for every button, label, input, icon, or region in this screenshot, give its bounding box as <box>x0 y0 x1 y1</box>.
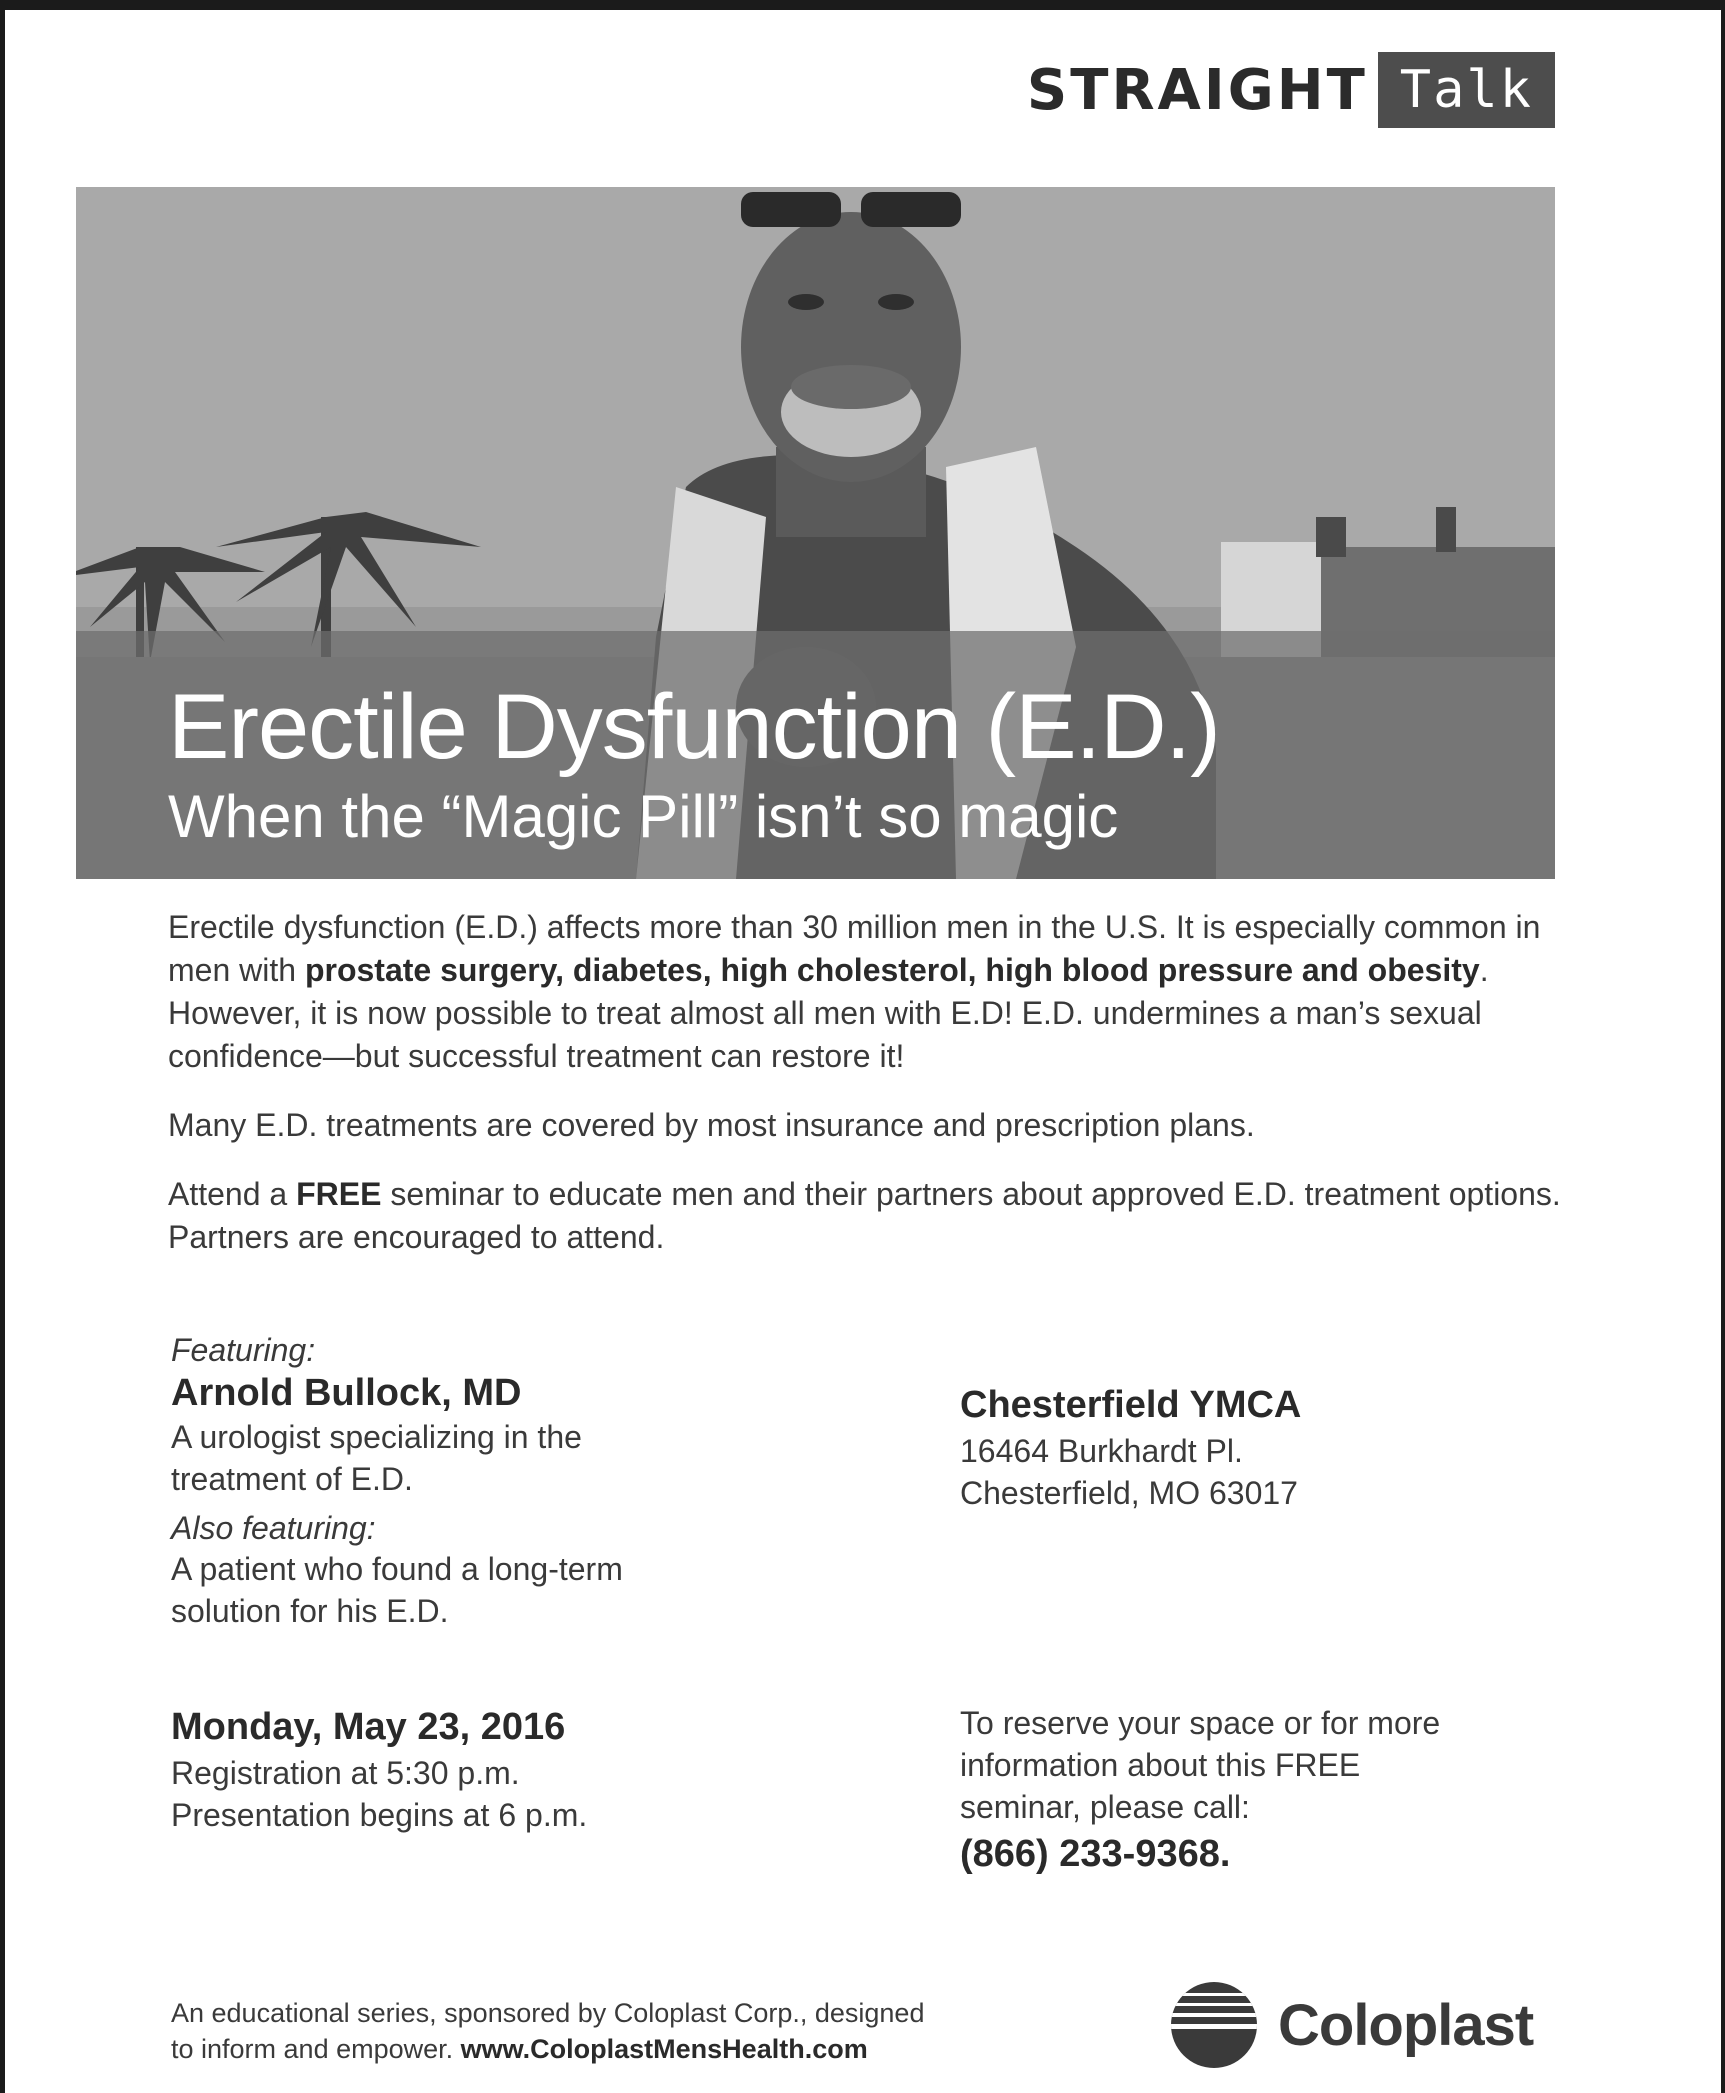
intro-paragraph-2: Many E.D. treatments are covered by most insurance and prescription plans. <box>168 1107 1255 1143</box>
flyer-page <box>5 10 1721 2093</box>
featuring-section <box>171 1330 791 1632</box>
footer-line-2-text: to inform and empower. <box>171 2034 461 2064</box>
sponsor-name: Coloplast <box>1278 1992 1534 2058</box>
speaker-desc-line-1: A urologist specializing in the <box>171 1419 582 1455</box>
presentation-time: Presentation begins at 6 p.m. <box>171 1797 588 1833</box>
venue-address-line-1: 16464 Burkhardt Pl. <box>960 1433 1243 1469</box>
brand-talk-box <box>1378 52 1555 128</box>
venue-section <box>960 1380 1580 1514</box>
subheadline: When the “Magic Pill” isn’t so magic <box>168 783 1119 850</box>
featuring-label: Featuring: <box>171 1332 316 1368</box>
patient-desc-line-1: A patient who found a long-term <box>171 1551 623 1587</box>
event-date: Monday, May 23, 2016 <box>171 1706 566 1748</box>
intro-p1-text-b: . However, it is now possible to treat almost all men with E.D! E.D. undermines a man’s sexual confidence—but successful treatment can restore it! <box>168 952 1489 1074</box>
intro-p3-text-b: seminar to educate men and their partners about approved E.D. treatment options. Partners are encouraged to attend. <box>168 1176 1561 1255</box>
website-link[interactable]: www.ColoplastMensHealth.com <box>460 2034 868 2064</box>
speaker-name: Arnold Bullock, MD <box>171 1372 522 1414</box>
straight-talk-logo <box>1027 52 1555 128</box>
reserve-line-3: seminar, please call: <box>960 1789 1250 1825</box>
venue-address-line-2: Chesterfield, MO 63017 <box>960 1475 1298 1511</box>
free-emphasis: FREE <box>296 1176 382 1212</box>
patient-desc-line-2: solution for his E.D. <box>171 1593 449 1629</box>
intro-paragraph-1 <box>168 906 1568 1078</box>
reserve-line-2: information about this FREE <box>960 1747 1361 1783</box>
intro-p3-text-a: Attend a <box>168 1176 297 1212</box>
footer-line-1: An educational series, sponsored by Coloplast Corp., designed <box>171 1998 925 2028</box>
also-featuring-label: Also featuring: <box>171 1510 376 1546</box>
brand-word-talk: Talk <box>1399 60 1533 120</box>
registration-time: Registration at 5:30 p.m. <box>171 1755 520 1791</box>
coloplast-sphere-icon <box>1170 1981 1258 2069</box>
hero-photo <box>76 187 1555 879</box>
headline: Erectile Dysfunction (E.D.) <box>168 676 1220 778</box>
brand-word-straight: STRAIGHT <box>1026 57 1368 123</box>
footer-line-2 <box>171 2031 1071 2067</box>
venue-name: Chesterfield YMCA <box>960 1384 1302 1426</box>
intro-text <box>168 906 1568 1285</box>
reserve-section <box>960 1702 1580 1880</box>
intro-paragraph-3 <box>168 1173 1568 1259</box>
intro-p1-risk-factors: prostate surgery, diabetes, high cholesterol, high blood pressure and obesity <box>304 952 1480 988</box>
footer-text <box>171 1995 1071 2067</box>
reserve-line-1: To reserve your space or for more <box>960 1705 1441 1741</box>
schedule-section <box>171 1702 871 1836</box>
coloplast-logo <box>1170 1980 1533 2070</box>
speaker-desc-line-2: treatment of E.D. <box>171 1461 413 1497</box>
intro-p1-text-a: Erectile dysfunction (E.D.) affects more than 30 million men in the U.S. It is especially common in men with <box>168 909 1541 988</box>
phone-number[interactable]: (866) 233-9368. <box>960 1833 1231 1875</box>
